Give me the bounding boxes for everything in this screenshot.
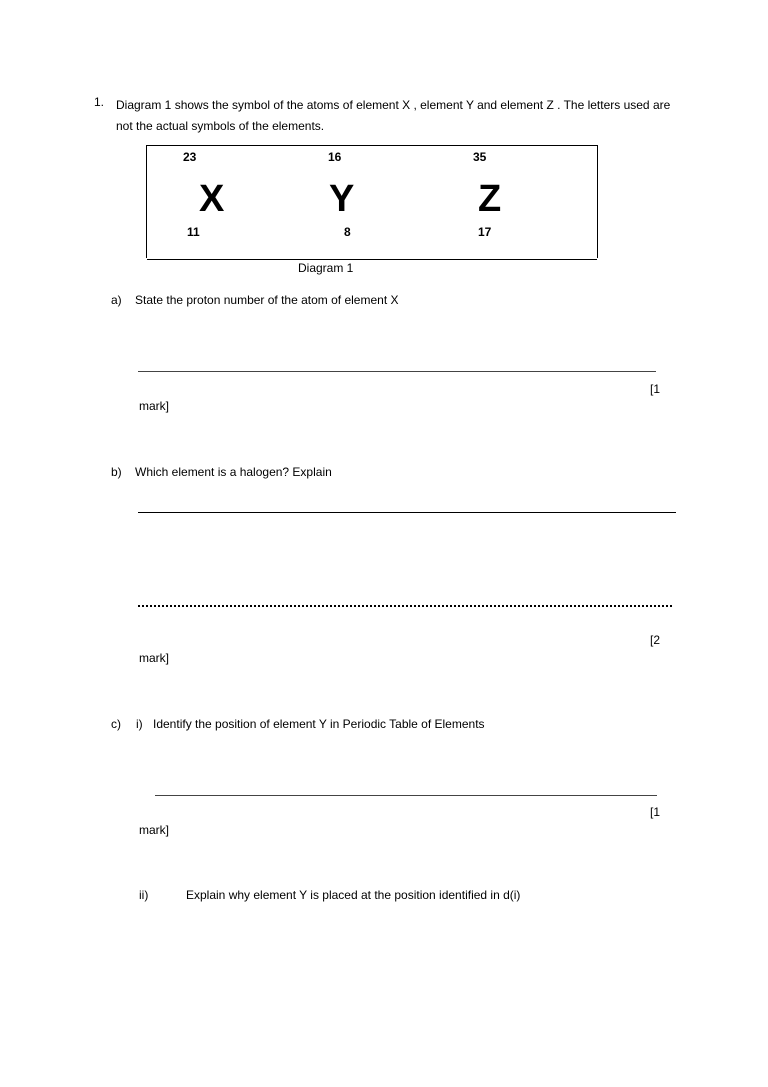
diagram-box <box>146 145 598 258</box>
part-c-mark-close: mark] <box>139 823 169 837</box>
question-number: 1. <box>94 95 105 109</box>
part-c-mark-open: [1 <box>650 805 661 819</box>
part-b-mark-close: mark] <box>139 651 169 665</box>
part-a-text: State the proton number of the atom of element X <box>135 293 399 307</box>
part-b-dotted-answer-line[interactable] <box>138 605 672 607</box>
part-b-text: Which element is a halogen? Explain <box>135 465 332 479</box>
part-a-mark-close: mark] <box>139 399 169 413</box>
part-c-i-label: i) <box>136 717 143 731</box>
part-a-mark-open: [1 <box>650 382 661 396</box>
part-b-label: b) <box>111 465 122 479</box>
part-c-ii-text: Explain why element Y is placed at the position identified in d(i) <box>186 888 521 902</box>
diagram-bottom-border <box>147 259 597 260</box>
element-z-proton-number: 17 <box>478 225 492 239</box>
part-c-i-answer-line[interactable] <box>155 795 657 796</box>
question-text: Diagram 1 shows the symbol of the atoms of element X , element Y and element Z . The letters used are not the actual symbols of the elements. <box>116 98 671 133</box>
part-b-mark-open: [2 <box>650 633 661 647</box>
part-b-answer-line[interactable] <box>138 512 676 513</box>
part-a-label: a) <box>111 293 122 307</box>
diagram-caption: Diagram 1 <box>298 261 354 275</box>
element-x-proton-number: 11 <box>187 225 200 239</box>
element-y-proton-number: 8 <box>344 225 351 239</box>
element-y-nucleon-number: 16 <box>328 150 342 164</box>
element-z-symbol: Z <box>478 178 502 220</box>
element-x-nucleon-number: 23 <box>183 150 197 164</box>
part-a-answer-line[interactable] <box>138 371 656 372</box>
element-y-symbol: Y <box>329 178 355 220</box>
part-c-ii-label: ii) <box>139 888 149 902</box>
part-c-i-text: Identify the position of element Y in Periodic Table of Elements <box>153 717 485 731</box>
element-x-symbol: X <box>199 178 225 220</box>
element-z-nucleon-number: 35 <box>473 150 487 164</box>
part-c-label: c) <box>111 717 121 731</box>
